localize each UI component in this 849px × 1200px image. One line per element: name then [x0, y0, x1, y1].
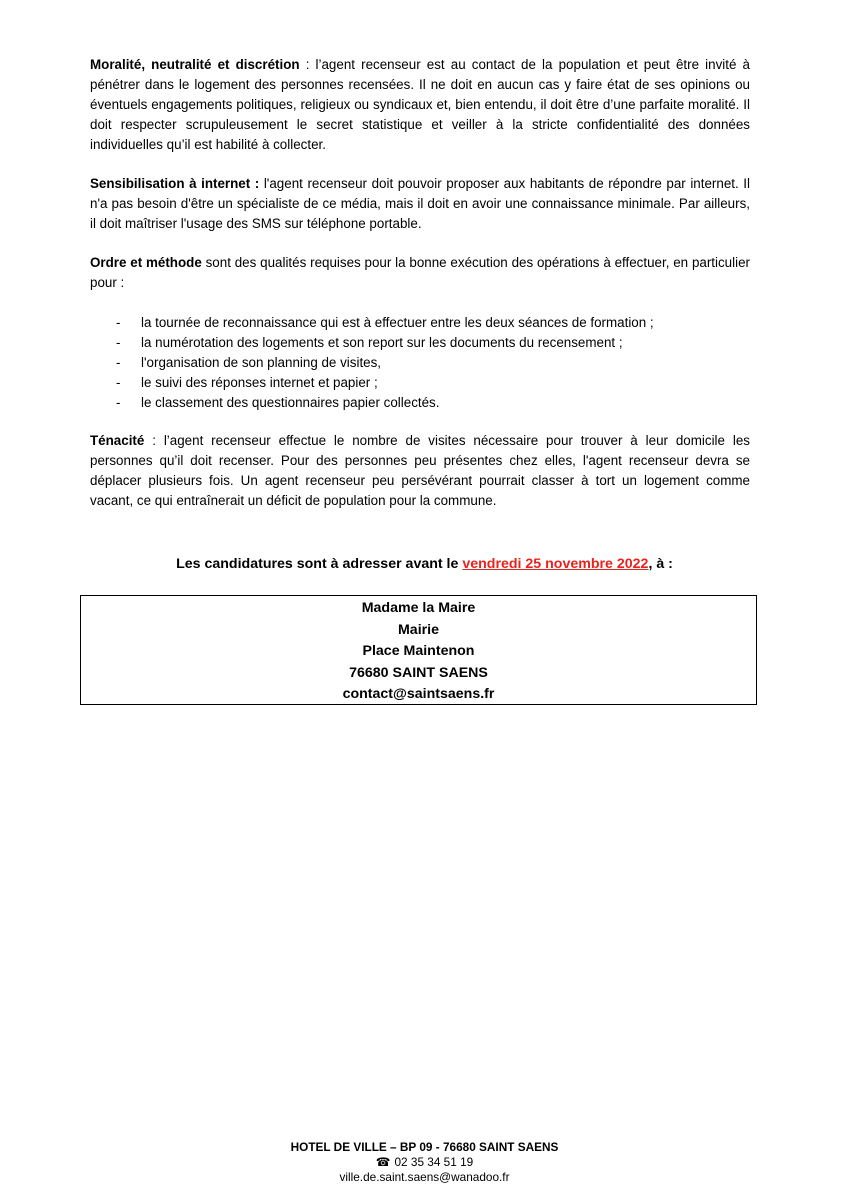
paragraph-internet — [90, 174, 750, 234]
paragraph-text: sont des qualités requises pour la bonne exécution des opérations à effectuer, en particulier pour : — [90, 255, 750, 290]
list-item — [90, 313, 750, 333]
application-deadline — [0, 553, 849, 575]
address-box — [80, 595, 757, 705]
paragraph-moralite — [90, 55, 750, 155]
list-item — [90, 373, 750, 393]
list-item-text: l'organisation de son planning de visites, — [141, 355, 382, 370]
bullet-marker: - — [116, 315, 121, 330]
list-item — [90, 393, 750, 413]
paragraph-heading: Moralité, neutralité et discrétion — [90, 57, 300, 72]
paragraph-text: l'agent recenseur doit pouvoir proposer aux habitants de répondre par internet. Il n'a pas besoin d'être un spécialiste de ce média, mais il doit en avoir une connaissance minimale. Par ailleurs, il doit maîtriser l'usage des SMS sur téléphone portable. — [90, 176, 750, 231]
footer-phone: 02 35 34 51 19 — [394, 1155, 474, 1169]
list-item-text: le classement des questionnaires papier collectés. — [141, 395, 440, 410]
paragraph-ordre — [90, 253, 750, 293]
bullet-marker: - — [116, 355, 121, 370]
deadline-prefix: Les candidatures sont à adresser avant le — [176, 556, 463, 572]
task-list — [90, 313, 750, 413]
deadline-suffix: , à : — [648, 556, 673, 572]
footer-phone-line — [0, 1155, 849, 1170]
list-item-text: le suivi des réponses internet et papier ; — [141, 375, 378, 390]
list-item — [90, 333, 750, 353]
bullet-marker: - — [116, 335, 121, 350]
paragraph-text: : l’agent recenseur effectue le nombre de visites nécessaire pour trouver à leur domicile les personnes qu’il doit recenser. Pour des personnes peu présentes chez elles, l'agent recenseur devra se déplacer plusieurs fois. Un agent recenseur peu persévérant pourrait classer à tort un logement comme vacant, ce qui entraînerait un déficit de population pour la commune. — [90, 433, 750, 508]
telephone-icon: ☎ — [375, 1155, 391, 1169]
address-email[interactable]: contact@saintsaens.fr — [342, 686, 495, 702]
paragraph-tenacite — [90, 431, 750, 511]
deadline-date: vendredi 25 novembre 2022 — [462, 556, 649, 572]
footer-email[interactable]: ville.de.saint.saens@wanadoo.fr — [339, 1170, 510, 1184]
bullet-marker: - — [116, 375, 121, 390]
page-footer — [0, 1140, 849, 1185]
footer-title: HOTEL DE VILLE – BP 09 - 76680 SAINT SAENS — [290, 1140, 559, 1154]
list-item-text: la numérotation des logements et son report sur les documents du recensement ; — [141, 335, 623, 350]
paragraph-heading: Ténacité — [90, 433, 145, 448]
address-city: 76680 SAINT SAENS — [349, 664, 488, 681]
paragraph-text: : l’agent recenseur est au contact de la population et peut être invité à pénétrer dans le logement des personnes recensées. Il ne doit en aucun cas y faire état de ses opinions ou éventuels engagements politiques, religieux ou syndicaux et, bien entendu, il doit être d’une parfaite moralité. Il doit respecter scrupuleusement le secret statistique et veiller à la stricte confidentialité des données individuelles qu’il est habilité à collecter. — [90, 57, 750, 152]
list-item — [90, 353, 750, 373]
address-recipient: Madame la Maire — [361, 600, 476, 616]
address-place: Mairie — [397, 621, 439, 638]
paragraph-heading: Ordre et méthode — [90, 255, 202, 270]
list-item-text: la tournée de reconnaissance qui est à effectuer entre les deux séances de formation ; — [141, 315, 654, 330]
paragraph-heading: Sensibilisation à internet : — [90, 176, 260, 191]
address-street: Place Maintenon — [362, 643, 475, 659]
bullet-marker: - — [116, 395, 121, 410]
